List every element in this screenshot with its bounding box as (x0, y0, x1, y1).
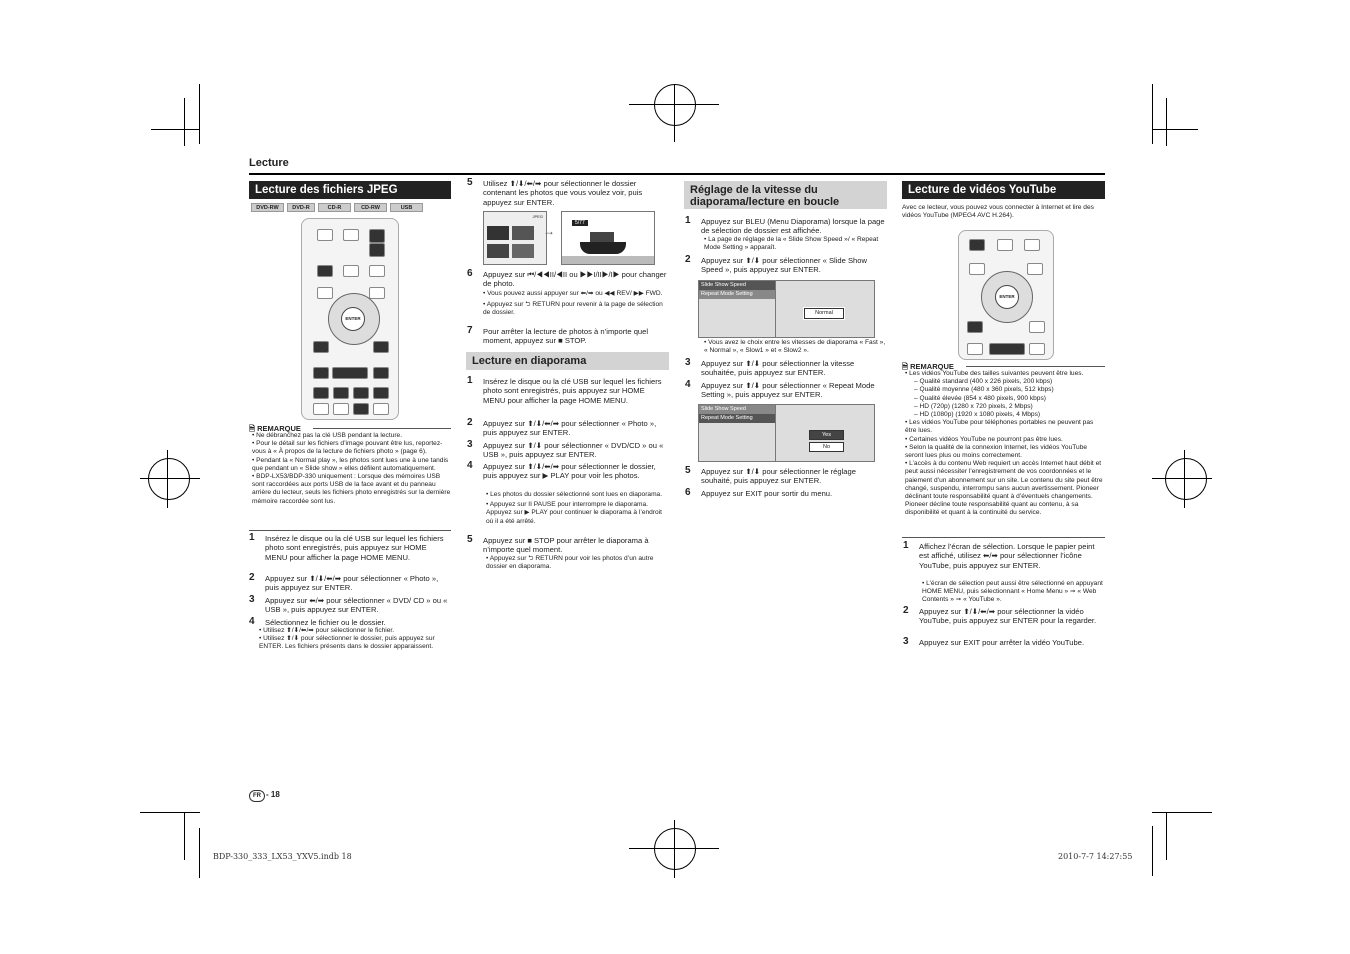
menu-row-slideshow-speed: Slide Show Speed (699, 281, 775, 290)
function-button (369, 265, 385, 277)
display-button (997, 239, 1013, 251)
note-icon: 🗎 (249, 424, 256, 433)
crop-mark (1184, 450, 1185, 508)
page-down-button (369, 243, 385, 257)
step-item: 2 Appuyez sur ⬆/⬇/⬅/➡ pour sélectionner « Photo », puis appuyez sur ENTER. (249, 572, 439, 593)
note-item: • Les vidéos YouTube des tailles suivantes peuvent être lues. (905, 370, 1084, 377)
note-list (252, 432, 452, 506)
remarque-title: 🗎 REMARQUE (249, 424, 301, 433)
menu-divider (775, 281, 776, 337)
remote-control-illustration (958, 230, 1054, 360)
photo-screen-illustration (561, 211, 655, 265)
speed-value: Normal (804, 308, 844, 319)
youtube-title: Lecture de vidéos YouTube (902, 181, 1105, 199)
step-bullets: • Utilisez ⬆/⬇/⬅/➡ pour sélectionner le fichier. • Utilisez ⬆/⬇ pour sélectionner le dossier, puis appuyez sur ENTER. Les fichiers présents dans le dossier apparaissent. (259, 627, 435, 651)
notes-end-rule (249, 530, 451, 531)
crop-mark (199, 84, 200, 144)
dev-navigator-button (317, 287, 333, 299)
sea-image (562, 256, 654, 264)
note-item: – Qualité moyenne (480 x 360 pixels, 512 kbps) (914, 386, 1054, 394)
note-icon: 🗎 (902, 362, 909, 371)
menu-row-repeat-mode: Repeat Mode Setting (699, 290, 775, 299)
arrow-icon: → (543, 224, 555, 238)
step-bullets: • Les photos du dossier sélectionné sont lues en diaporama. • Appuyez sur II PAUSE pour interrompre le diaporama. Appuyez sur ▶ PLAY pour continuer le diaporama à l’endroit où il a été arrêté. (486, 491, 663, 525)
crop-mark (184, 98, 185, 146)
play-button (989, 343, 1025, 355)
registration-mark (654, 828, 696, 870)
step-item: 6 Appuyez sur EXIT pour sortir du menu. (685, 487, 833, 498)
step-bullets: • L’écran de sélection peut aussi être sélectionné en appuyant HOME MENU, puis sélectionnant « Home Menu » ➞ « Web Contents » ➞ « YouTube ». (922, 580, 1103, 604)
note-item: • Les vidéos YouTube pour téléphones portables ne peuvent pas être lues. (905, 419, 1094, 435)
note-item: • Certaines vidéos YouTube ne pourront pas être lues. (905, 435, 1063, 443)
slideshow-title: Lecture en diaporama (466, 352, 669, 370)
crop-mark (1152, 812, 1212, 813)
crop-mark (1152, 84, 1153, 144)
exit-button (969, 239, 985, 251)
step-item: 3 Appuyez sur ⬅/➡ pour sélectionner « DVD/ CD » ou « USB », puis appuyez sur ENTER. (249, 594, 448, 615)
step-item: 1 Insérez le disque ou la clé USB sur lequel les fichiers photo sont enregistrés, puis appuyez sur HOME MENU pour afficher la page HOME MENU. (467, 375, 662, 405)
remarque-rule (313, 428, 451, 429)
crop-mark (1166, 98, 1167, 146)
exit-button (317, 265, 333, 277)
note-item: – Qualité standard (400 x 226 pixels, 200 kbps) (914, 378, 1053, 386)
remote-control-illustration (301, 218, 399, 420)
note-item: • BDP-LX53/BDP-330 uniquement : Lorsque des mémoires USB sont raccordées aux ports USB de la face avant et du panneau arrière du lecteur, seuls les fichiers photo enregistrés sur la dernière mémoire raccordée sont lus. (252, 473, 451, 505)
disc-badge: CD-RW (354, 203, 387, 212)
crop-mark (674, 820, 675, 878)
notes-end-rule (902, 537, 1105, 538)
option-no: No (809, 442, 844, 452)
speed-title: Réglage de la vitesse du diaporama/lecture en boucle (684, 181, 887, 209)
crop-mark (674, 84, 675, 142)
video-button (317, 229, 333, 241)
menu-row-slideshow-speed: Slide Show Speed (699, 405, 775, 414)
step-item: 2 Appuyez sur ⬆/⬇/⬅/➡ pour sélectionner la vidéo YouTube, puis appuyez sur ENTER pour la regarder. (903, 605, 1097, 626)
step-item: 1 Affichez l’écran de sélection. Lorsque le papier peint est affiché, utilisez ⬅/➡ pour sélectionner l’icône YouTube, puis appuyez sur ENTER. (903, 540, 1095, 570)
jpeg-title: Lecture des fichiers JPEG (249, 181, 451, 199)
step-item: 5 Appuyez sur ■ STOP pour arrêter le diaporama à n’importe quel moment. (467, 534, 649, 555)
crop-mark (1152, 129, 1198, 130)
screen-file-label: JPEG (532, 214, 543, 219)
color-button (333, 403, 349, 415)
disc-badge: USB (390, 203, 423, 212)
thumbnail (487, 244, 509, 258)
key-lock-button (343, 229, 359, 241)
header-rule (249, 173, 1105, 175)
page-number: - 18 (266, 790, 280, 799)
play-button (332, 367, 368, 379)
note-item: • Ne débranchez pas la clé USB pendant la lecture. (252, 432, 403, 439)
step-item: 3 Appuyez sur ⬆/⬇ pour sélectionner « DVD/CD » ou « USB », puis appuyez sur ENTER. (467, 439, 664, 460)
step-item: 6 Appuyez sur ⏮/◀◀II/◀II ou ▶▶I/II▶/I▶ pour changer de photo. (467, 268, 667, 289)
ship-image (590, 232, 614, 242)
youtube-intro: Avec ce lecteur, vous pouvez vous connecter à Internet et lire des vidéos YouTube (MPEG4 AVC H.264). (902, 204, 1094, 220)
disc-badge: DVD-R (287, 203, 315, 212)
disc-badge: CD-R (318, 203, 351, 212)
home-menu-button (967, 321, 983, 333)
note-item: • Selon la qualité de la connexion Internet, les vidéos YouTube seront lues plus ou moins correctement. (905, 443, 1088, 460)
dev-navigator-button (969, 263, 985, 275)
registration-mark (1165, 458, 1207, 500)
step-bullets: • Appuyez sur ⮌ RETURN pour voir les photos d’un autre dossier en diaporama. (486, 555, 654, 571)
skip-back-button (313, 387, 329, 399)
fwd-button (1029, 343, 1045, 355)
pause-button (333, 387, 349, 399)
enter-button: ENTER (341, 307, 365, 331)
thumbnail (512, 244, 534, 258)
step-bullets: • Vous pouvez aussi appuyer sur ⬅/➡ ou ◀◀ REV/ ▶▶ FWD. • Appuyez sur ⮌ RETURN pour revenir à la page de sélection de dossier. (483, 290, 663, 317)
return-button (1029, 321, 1045, 333)
note-list (905, 370, 1105, 518)
note-item: • L’accès à du contenu Web requiert un accès Internet haut débit et peut aussi nécessiter l’enregistrement de vos coordonnées et le paiement d’un abonnement sur un site. Le contenu du site peut être changé, suspendu, interrompu sans aucun avertissement. Pioneer déclinant toute responsabilité quant à d’éventuels changements. Pioneer décline toute responsabilité quant au contenu, à sa disponibilité et quant à la continuité du service. (905, 460, 1103, 517)
skip-fwd-button (373, 387, 389, 399)
step-bullets: • La page de réglage de la « Slide Show Speed »/ « Repeat Mode Setting » apparaît. (704, 236, 879, 252)
screen-counter: 5/77 (572, 220, 588, 226)
step-item: 3 Appuyez sur EXIT pour arrêter la vidéo YouTube. (903, 636, 1085, 647)
crop-mark (1166, 812, 1167, 860)
step-item: 2 Appuyez sur ⬆/⬇/⬅/➡ pour sélectionner « Photo », puis appuyez sur ENTER. (467, 417, 657, 438)
crop-mark (184, 812, 185, 860)
crop-mark (629, 848, 719, 849)
rev-button (967, 343, 983, 355)
stop-button (353, 387, 369, 399)
crop-mark (140, 478, 200, 479)
popup-menu-button (369, 287, 385, 299)
language-badge: FR (249, 790, 265, 802)
rev-button (313, 367, 329, 379)
disc-badge: DVD-RW (251, 203, 284, 212)
remarque-rule (966, 366, 1105, 367)
crop-mark (1152, 478, 1212, 479)
display-button (343, 265, 359, 277)
color-button (373, 403, 389, 415)
crop-mark (199, 828, 200, 878)
step-item: 5 Utilisez ⬆/⬇/⬅/➡ pour sélectionner le dossier contenant les photos que vous voulez voir, puis appuyez sur ENTER. (467, 177, 643, 207)
repeat-menu-screen (698, 404, 875, 462)
menu-divider (775, 405, 776, 461)
step-item: 4 Appuyez sur ⬆/⬇/⬅/➡ pour sélectionner le dossier, puis appuyez sur ▶ PLAY pour voir les photos. (467, 460, 656, 481)
option-yes: Yes (809, 430, 844, 440)
return-button (373, 341, 389, 353)
popup-menu-button (1027, 263, 1043, 275)
note-item: – HD (1080p) (1920 x 1080 pixels, 4 Mbps) (914, 411, 1041, 419)
step-item: 2 Appuyez sur ⬆/⬇ pour sélectionner « Slide Show Speed », puis appuyez sur ENTER. (685, 254, 867, 275)
crop-mark (140, 812, 200, 813)
step-item: 4 Sélectionnez le fichier ou le dossier. (249, 616, 386, 627)
crop-mark (151, 129, 199, 130)
file-info: BDP-330_333_LX53_YXV5.indb 18 (213, 852, 352, 861)
step-item: 1 Appuyez sur BLEU (Menu Diaporama) lorsque la page de sélection de dossier est affichée. (685, 215, 885, 236)
color-button (313, 403, 329, 415)
note-item: – HD (720p) (1280 x 720 pixels, 2 Mbps) (914, 402, 1033, 410)
crop-mark (629, 104, 719, 105)
print-timestamp: 2010-7-7 14:27:55 (1058, 852, 1133, 861)
note-item: • Pour le détail sur les fichiers d’image pouvant être lus, reportez-vous à « À propos de la lecture de fichiers photo » (page 6). (252, 440, 443, 456)
step-item: 3 Appuyez sur ⬆/⬇ pour sélectionner la vitesse souhaitée, puis appuyez sur ENTER. (685, 357, 855, 378)
thumbnail (487, 226, 509, 240)
menu-row-repeat-mode: Repeat Mode Setting (699, 414, 775, 423)
step-item: 1 Insérez le disque ou la clé USB sur lequel les fichiers photo sont enregistrés, puis appuyez sur HOME MENU pour afficher la page HOME MENU. (249, 532, 444, 562)
step-item: 4 Appuyez sur ⬆/⬇ pour sélectionner « Repeat Mode Setting », puis appuyez sur ENTER. (685, 379, 875, 400)
remarque-title: 🗎 REMARQUE (902, 362, 954, 371)
note-item: – Qualité élevée (854 x 480 pixels, 900 kbps) (914, 394, 1046, 402)
enter-button: ENTER (995, 285, 1019, 309)
color-button (353, 403, 369, 415)
crop-mark (1152, 826, 1153, 876)
page-up-button (369, 229, 385, 243)
function-button (1024, 239, 1040, 251)
step-item: 7 Pour arrêter la lecture de photos à n’importe quel moment, appuyez sur ■ STOP. (467, 325, 649, 346)
thumbnail (512, 226, 534, 240)
step-item: 5 Appuyez sur ⬆/⬇ pour sélectionner le réglage souhaité, puis appuyez sur ENTER. (685, 465, 856, 486)
folder-screen-illustration (483, 211, 547, 265)
fwd-button (373, 367, 389, 379)
step-bullets: • Vous avez le choix entre les vitesses de diaporama « Fast », « Normal », « Slow1 » et « Slow2 ». (704, 339, 886, 355)
crop-mark (167, 450, 168, 508)
speed-menu-screen (698, 280, 875, 338)
registration-mark (654, 84, 696, 126)
registration-mark (148, 458, 190, 500)
home-menu-button (313, 341, 329, 353)
ship-image (580, 242, 626, 254)
note-item: • Pendant la « Normal play », les photos sont lues une à une tandis que pendant un « Slide show » elles défilent automatiquement. (252, 456, 449, 472)
section-label: Lecture (249, 157, 289, 169)
